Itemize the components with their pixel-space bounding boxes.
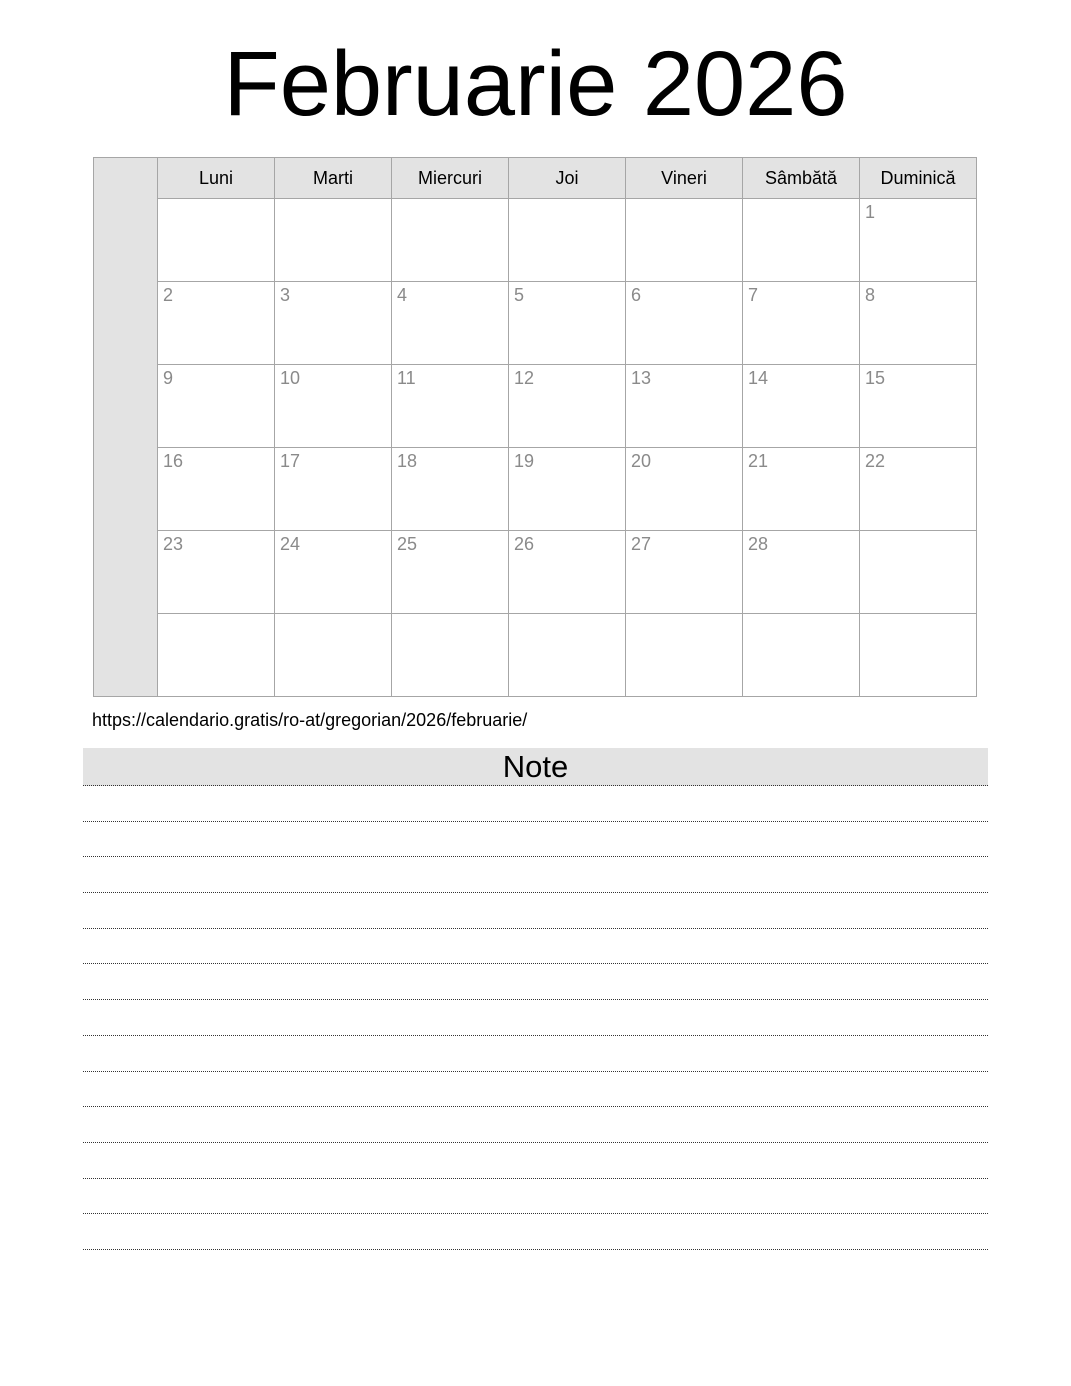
day-cell-24: 24 [275, 531, 392, 614]
day-cell-12: 12 [509, 365, 626, 448]
day-cell-empty [275, 199, 392, 282]
day-cell-22: 22 [860, 448, 977, 531]
day-cell-empty [626, 614, 743, 697]
day-cell-empty [743, 199, 860, 282]
week-row-5 [94, 614, 977, 697]
day-cell-empty [743, 614, 860, 697]
day-cell-empty [392, 199, 509, 282]
note-line [83, 1107, 988, 1143]
day-cell-8: 8 [860, 282, 977, 365]
week-row-1 [94, 282, 977, 365]
week-row-2 [94, 365, 977, 448]
day-cell-5: 5 [509, 282, 626, 365]
note-line [83, 929, 988, 965]
note-line [83, 1179, 988, 1215]
note-line [83, 786, 988, 822]
note-line [83, 893, 988, 929]
calendar-header-row [94, 158, 977, 199]
day-header-0: Luni [158, 158, 275, 199]
day-cell-empty [509, 199, 626, 282]
week-row-3 [94, 448, 977, 531]
day-cell-14: 14 [743, 365, 860, 448]
day-header-2: Miercuri [392, 158, 509, 199]
calendar-table [93, 157, 977, 697]
day-cell-empty [509, 614, 626, 697]
page-title: Februarie 2026 [223, 33, 848, 135]
day-cell-17: 17 [275, 448, 392, 531]
day-cell-20: 20 [626, 448, 743, 531]
notes-lines [83, 786, 988, 1250]
day-cell-2: 2 [158, 282, 275, 365]
day-header-1: Marti [275, 158, 392, 199]
day-cell-23: 23 [158, 531, 275, 614]
note-line [83, 1143, 988, 1179]
day-cell-10: 10 [275, 365, 392, 448]
day-cell-11: 11 [392, 365, 509, 448]
day-cell-4: 4 [392, 282, 509, 365]
day-cell-9: 9 [158, 365, 275, 448]
week-row-4 [94, 531, 977, 614]
note-line [83, 1000, 988, 1036]
source-url: https://calendario.gratis/ro-at/gregorian/2026/februarie/ [92, 710, 528, 730]
day-header-6: Duminică [860, 158, 977, 199]
day-cell-21: 21 [743, 448, 860, 531]
notes-title: Note [502, 749, 569, 784]
day-cell-27: 27 [626, 531, 743, 614]
note-line [83, 1072, 988, 1108]
note-line [83, 822, 988, 858]
day-cell-26: 26 [509, 531, 626, 614]
day-cell-7: 7 [743, 282, 860, 365]
day-cell-6: 6 [626, 282, 743, 365]
note-line [83, 857, 988, 893]
day-cell-3: 3 [275, 282, 392, 365]
day-header-4: Vineri [626, 158, 743, 199]
calendar-left-gutter [94, 158, 158, 697]
day-cell-28: 28 [743, 531, 860, 614]
day-cell-15: 15 [860, 365, 977, 448]
notes-header [83, 748, 988, 786]
day-cell-empty [158, 614, 275, 697]
week-row-0 [94, 199, 977, 282]
calendar-body [94, 158, 977, 697]
day-cell-empty [392, 614, 509, 697]
day-cell-18: 18 [392, 448, 509, 531]
day-cell-empty [158, 199, 275, 282]
day-cell-empty [860, 531, 977, 614]
day-header-3: Joi [509, 158, 626, 199]
day-cell-13: 13 [626, 365, 743, 448]
note-line [83, 1214, 988, 1250]
day-header-5: Sâmbătă [743, 158, 860, 199]
day-cell-empty [860, 614, 977, 697]
note-line [83, 964, 988, 1000]
day-cell-empty [275, 614, 392, 697]
day-cell-1: 1 [860, 199, 977, 282]
note-line [83, 1036, 988, 1072]
day-cell-25: 25 [392, 531, 509, 614]
day-cell-empty [626, 199, 743, 282]
day-cell-16: 16 [158, 448, 275, 531]
day-cell-19: 19 [509, 448, 626, 531]
